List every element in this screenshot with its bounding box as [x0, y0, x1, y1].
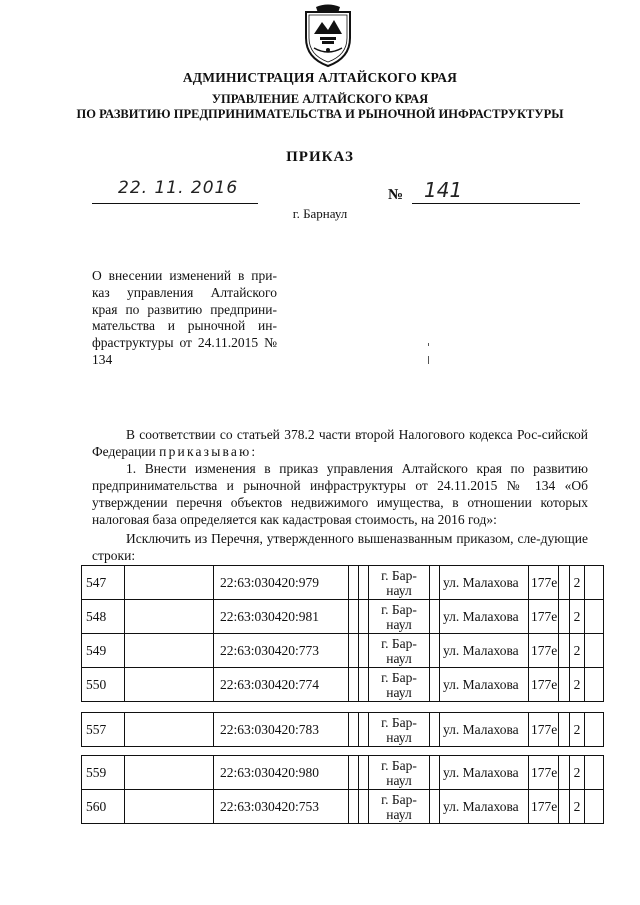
empty-cell: [125, 566, 214, 600]
street-cell: ул. Малахова: [440, 634, 529, 668]
cadastral-number: 22:63:030420:980: [214, 756, 349, 790]
empty-cell: [359, 668, 369, 702]
empty-cell: [359, 566, 369, 600]
empty-cell: [430, 668, 440, 702]
table-body: [82, 713, 604, 747]
date-line: [92, 203, 258, 204]
empty-cell: [349, 668, 359, 702]
table-row: [82, 566, 604, 600]
empty-cell: [125, 634, 214, 668]
house-cell: 177е: [529, 713, 559, 747]
row-number: 559: [82, 756, 125, 790]
empty-cell: [430, 790, 440, 824]
table-row: [82, 634, 604, 668]
count-cell: 2: [570, 790, 585, 824]
street-cell: ул. Малахова: [440, 668, 529, 702]
street-cell: ул. Малахова: [440, 713, 529, 747]
empty-cell: [359, 634, 369, 668]
body-paragraph-1: [92, 426, 588, 460]
city-cell: г. Бар-наул: [369, 756, 430, 790]
order-word: приказываю: [159, 444, 252, 459]
empty-cell: [585, 566, 604, 600]
paragraph-text: :: [251, 444, 256, 459]
city-cell: г. Бар-наул: [369, 634, 430, 668]
coat-of-arms-emblem: [300, 4, 356, 68]
empty-cell: [585, 713, 604, 747]
margin-mark: [428, 356, 429, 364]
count-cell: 2: [570, 713, 585, 747]
cadastral-number: 22:63:030420:753: [214, 790, 349, 824]
empty-cell: [430, 600, 440, 634]
table-row: [82, 756, 604, 790]
empty-cell: [585, 668, 604, 702]
count-cell: 2: [570, 668, 585, 702]
empty-cell: [559, 634, 570, 668]
count-cell: 2: [570, 634, 585, 668]
empty-cell: [125, 790, 214, 824]
empty-cell: [125, 600, 214, 634]
margin-mark: [428, 343, 429, 346]
city-cell: г. Бар-наул: [369, 668, 430, 702]
city: г. Барнаул: [292, 206, 348, 221]
empty-cell: [349, 634, 359, 668]
table-body: [82, 566, 604, 702]
house-cell: 177е: [529, 668, 559, 702]
empty-cell: [359, 713, 369, 747]
empty-cell: [585, 756, 604, 790]
body-paragraph-2: 1. Внести изменения в приказ управления Алтайского края по развитию предпринимательства и рыночной инфраструктуры от 24.11.2015 № 134 «Об утверждении перечня объектов недвижимого имущества, в отношении которых налоговая база определяется как кадастровая стоимость, на 2016 год»:: [92, 461, 588, 527]
street-cell: ул. Малахова: [440, 756, 529, 790]
city-cell: г. Бар-наул: [369, 566, 430, 600]
body-paragraph-3: Исключить из Перечня, утвержденного вышеназванным приказом, сле-дующие строки:: [92, 531, 588, 563]
empty-cell: [430, 566, 440, 600]
street-cell: ул. Малахова: [440, 566, 529, 600]
row-number: 550: [82, 668, 125, 702]
city-cell: г. Бар-наул: [369, 713, 430, 747]
document-type: ПРИКАЗ: [286, 149, 354, 165]
empty-cell: [125, 756, 214, 790]
empty-cell: [585, 634, 604, 668]
empty-cell: [585, 790, 604, 824]
number-sign: №: [388, 187, 404, 203]
empty-cell: [349, 600, 359, 634]
count-cell: 2: [570, 600, 585, 634]
table-row: [82, 668, 604, 702]
cadastral-number: 22:63:030420:783: [214, 713, 349, 747]
empty-cell: [559, 790, 570, 824]
empty-cell: [559, 756, 570, 790]
row-number: 560: [82, 790, 125, 824]
cadastral-number: 22:63:030420:773: [214, 634, 349, 668]
order-subject: О внесении изменений в при-каз управления Алтайского края по развитию предприни-мательства и рыночной ин-фраструктуры от 24.11.2015 № 134: [92, 268, 277, 367]
empty-cell: [359, 756, 369, 790]
handwritten-date: 22. 11. 2016: [118, 178, 239, 198]
empty-cell: [559, 668, 570, 702]
empty-cell: [559, 566, 570, 600]
empty-cell: [430, 634, 440, 668]
table-body: [82, 756, 604, 824]
table-row: [82, 790, 604, 824]
cadastral-number: 22:63:030420:981: [214, 600, 349, 634]
empty-cell: [559, 713, 570, 747]
house-cell: 177е: [529, 566, 559, 600]
empty-cell: [125, 668, 214, 702]
house-cell: 177е: [529, 600, 559, 634]
empty-cell: [359, 790, 369, 824]
city-cell: г. Бар-наул: [369, 790, 430, 824]
excluded-rows-table-3: [81, 755, 604, 824]
excluded-rows-table-1: [81, 565, 604, 702]
empty-cell: [349, 756, 359, 790]
table-row: [82, 600, 604, 634]
street-cell: ул. Малахова: [440, 600, 529, 634]
city-cell: г. Бар-наул: [369, 600, 430, 634]
empty-cell: [349, 566, 359, 600]
house-cell: 177е: [529, 790, 559, 824]
number-line: [412, 203, 580, 204]
cadastral-number: 22:63:030420:979: [214, 566, 349, 600]
cadastral-number: 22:63:030420:774: [214, 668, 349, 702]
empty-cell: [585, 600, 604, 634]
street-cell: ул. Малахова: [440, 790, 529, 824]
row-number: 549: [82, 634, 125, 668]
org-name: АДМИНИСТРАЦИЯ АЛТАЙСКОГО КРАЯ: [182, 70, 458, 85]
paragraph-text: В соответствии со статьей 378.2 части второй Налогового кодекса Рос-сийской Федерации: [92, 427, 588, 459]
dept-name-line2: ПО РАЗВИТИЮ ПРЕДПРИНИМАТЕЛЬСТВА И РЫНОЧНОЙ ИНФРАСТРУКТУРЫ: [76, 107, 564, 121]
row-number: 547: [82, 566, 125, 600]
empty-cell: [349, 790, 359, 824]
empty-cell: [125, 713, 214, 747]
empty-cell: [359, 600, 369, 634]
house-cell: 177е: [529, 634, 559, 668]
row-number: 548: [82, 600, 125, 634]
empty-cell: [559, 600, 570, 634]
empty-cell: [430, 756, 440, 790]
row-number: 557: [82, 713, 125, 747]
count-cell: 2: [570, 756, 585, 790]
handwritten-number: 141: [424, 178, 463, 202]
excluded-rows-table-2: [81, 712, 604, 747]
empty-cell: [349, 713, 359, 747]
empty-cell: [430, 713, 440, 747]
count-cell: 2: [570, 566, 585, 600]
table-row: [82, 713, 604, 747]
house-cell: 177е: [529, 756, 559, 790]
dept-name-line1: УПРАВЛЕНИЕ АЛТАЙСКОГО КРАЯ: [211, 92, 429, 106]
